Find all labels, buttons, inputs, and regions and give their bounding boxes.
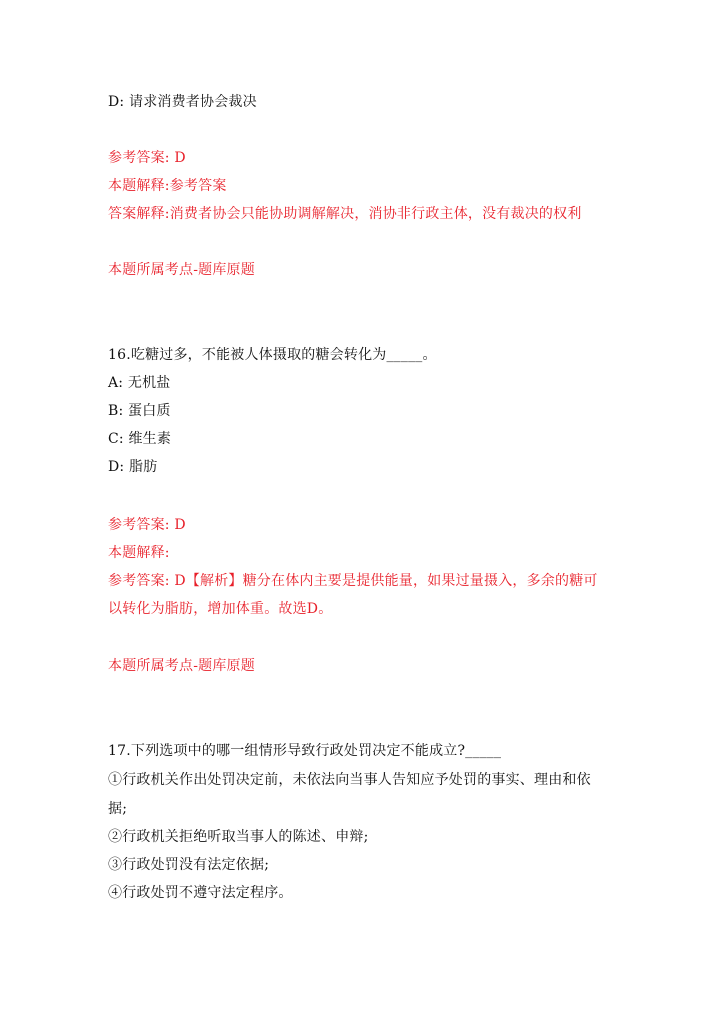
q16-analysis-line2: 以转化为脂肪，增加体重。故选D。 (108, 601, 333, 617)
q17-item-3: ③行政处罚没有法定依据; (108, 857, 270, 873)
q17-item-2: ②行政机关拒绝听取当事人的陈述、申辩; (108, 829, 369, 845)
q16-analysis-line1: 参考答案: D【解析】糖分在体内主要是提供能量，如果过量摄入，多余的糖可 (108, 573, 598, 589)
q15-answer: 参考答案: D (108, 150, 186, 166)
q17-question: 17.下列选项中的哪一组情形导致行政处罚决定不能成立?_____ (108, 743, 502, 759)
q17-item-1-cont: 据; (108, 801, 128, 817)
q15-explanation-label: 本题解释:参考答案 (108, 178, 227, 194)
q16-option-d: D: 脂肪 (108, 459, 158, 475)
q16-question: 16.吃糖过多，不能被人体摄取的糖会转化为_____。 (108, 347, 437, 363)
q16-option-b: B: 蛋白质 (108, 403, 171, 419)
q15-answer-explanation: 答案解释:消费者协会只能协助调解解决，消协非行政主体，没有裁决的权利 (108, 206, 582, 222)
q15-option-d: D: 请求消费者协会裁决 (108, 94, 257, 110)
q16-explanation-label: 本题解释: (108, 545, 170, 561)
q16-topic: 本题所属考点-题库原题 (108, 658, 255, 674)
q15-topic: 本题所属考点-题库原题 (108, 262, 255, 278)
q16-option-c: C: 维生素 (108, 431, 172, 447)
q17-item-1: ①行政机关作出处罚决定前，未依法向当事人告知应予处罚的事实、理由和依 (108, 772, 591, 788)
q16-option-a: A: 无机盐 (108, 375, 171, 391)
q16-answer: 参考答案: D (108, 517, 186, 533)
q17-item-4: ④行政处罚不遵守法定程序。 (108, 885, 293, 901)
